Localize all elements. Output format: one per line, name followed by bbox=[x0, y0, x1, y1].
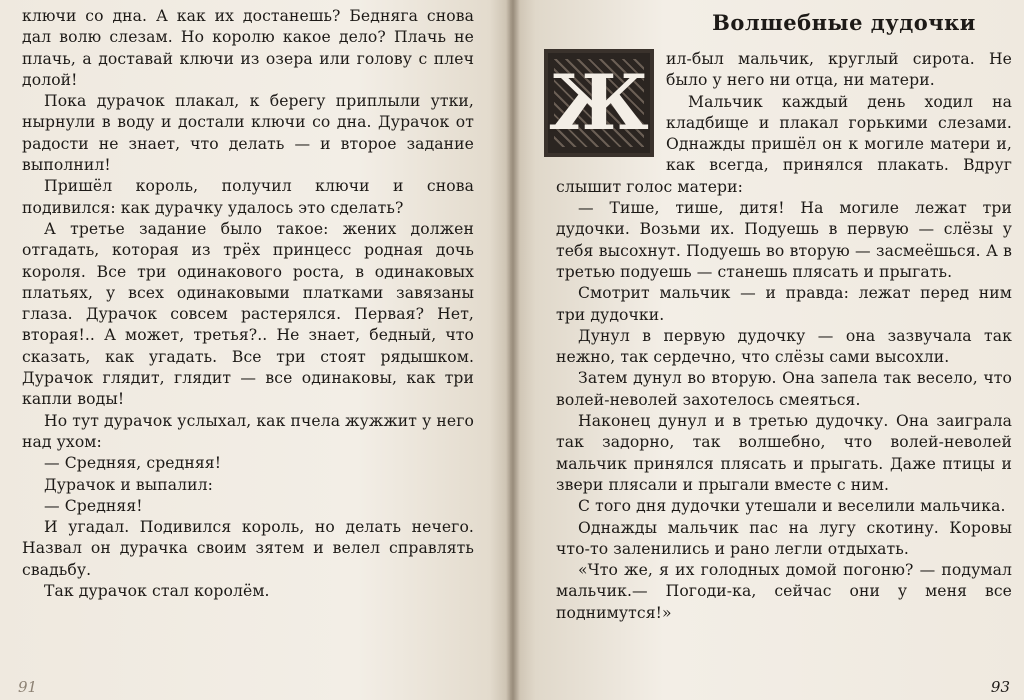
right-paragraph-7: Наконец дунул и в третью дудочку. Она заиграла так задорно, так волшебно, что волей-неволей мальчик принялся плясать и прыгать. Даже птицы и звери плясали и прыгали вместе с ним. bbox=[556, 412, 1012, 494]
left-paragraph-4: А третье задание было такое: жених должен отгадать, которая из трёх принцесс родная дочь короля. Все три одинакового роста, в одинаковых платьях, у всех одинаковыми платками завязаны глаза. Дурачок совсем растерялся. Первая? Нет, вторая!.. А может, третья?.. Не знает, бедный, что сказать, как угадать. Все три стоят рядышком. Дурачок глядит, глядит — все одинаковы, как три капли воды! bbox=[22, 219, 474, 409]
right-page bbox=[510, 0, 1024, 700]
right-paragraph-5: Дунул в первую дудочку — она зазвучала так нежно, так сердечно, что слёзы сами высохли. bbox=[556, 326, 1012, 367]
left-paragraph-6: — Средняя, средняя! bbox=[44, 454, 222, 473]
left-page-text bbox=[22, 6, 474, 602]
right-paragraph-3: — Тише, тише, дитя! На могиле лежат три дудочки. Возьми их. Подуешь в первую — слёзы у тебя высохнут. Подуешь во вторую — засмеёшься. А в третью подуешь — станешь плясать и прыгать. bbox=[556, 199, 1012, 281]
dropcap-letter: Ж bbox=[549, 58, 649, 147]
left-page bbox=[0, 0, 510, 700]
right-paragraph-6: Затем дунул во вторую. Она запела так весело, что волей-неволей захотелось смеяться. bbox=[556, 369, 1012, 409]
left-paragraph-3: Пришёл король, получил ключи и снова подивился: как дурачку удалось это сделать? bbox=[22, 177, 474, 217]
left-paragraph-10: Так дурачок стал королём. bbox=[44, 582, 270, 601]
left-paragraph-1: ключи со дна. А как их достанешь? Бедняга снова дал волю слезам. Но королю какое дело? Плачь не плачь, а доставай ключи из озера или голову с плеч долой! bbox=[22, 7, 474, 89]
right-paragraph-8: С того дня дудочки утешали и веселили мальчика. bbox=[578, 497, 1006, 516]
right-paragraph-9: Однажды мальчик пас на лугу скотину. Коровы что-то заленились и рано легли отдыхать. bbox=[556, 518, 1012, 558]
left-paragraph-5: Но тут дурачок услыхал, как пчела жужжит у него над ухом: bbox=[22, 411, 474, 451]
right-page-number: 93 bbox=[990, 678, 1010, 696]
right-paragraph-4: Смотрит мальчик — и правда: лежат перед ним три дудочки. bbox=[556, 284, 1012, 324]
right-paragraph-10: «Что же, я их голодных домой погоню? — подумал мальчик.— Погоди-ка, сейчас они у меня все поднимутся!» bbox=[556, 561, 1012, 622]
story-title: Волшебные дудочки bbox=[712, 10, 976, 35]
left-paragraph-9: И угадал. Подивился король, но делать нечего. Назвал он дурачка своим зятем и велел справлять свадьбу. bbox=[22, 518, 474, 579]
left-paragraph-2: Пока дурачок плакал, к берегу приплыли утки, нырнули в воду и достали ключи со дна. Дурачок от радости не знает, что делать — и второе задание выполнил! bbox=[22, 92, 474, 175]
left-paragraph-7: Дурачок и выпалил: bbox=[44, 475, 214, 494]
right-paragraph-2: Мальчик каждый день ходил на кладбище и плакал горькими слезами. Однажды пришёл он к могиле матери и, как всегда, принялся плакать. Вдруг слышит голос матери: bbox=[556, 92, 1012, 196]
left-page-number: 91 bbox=[18, 678, 38, 696]
ornamental-dropcap bbox=[544, 49, 654, 157]
left-paragraph-8: — Средняя! bbox=[44, 496, 143, 515]
right-page-text bbox=[549, 49, 1012, 624]
right-paragraph-1: ил-был мальчик, круглый сирота. Не было у него ни отца, ни матери. bbox=[666, 50, 1012, 90]
